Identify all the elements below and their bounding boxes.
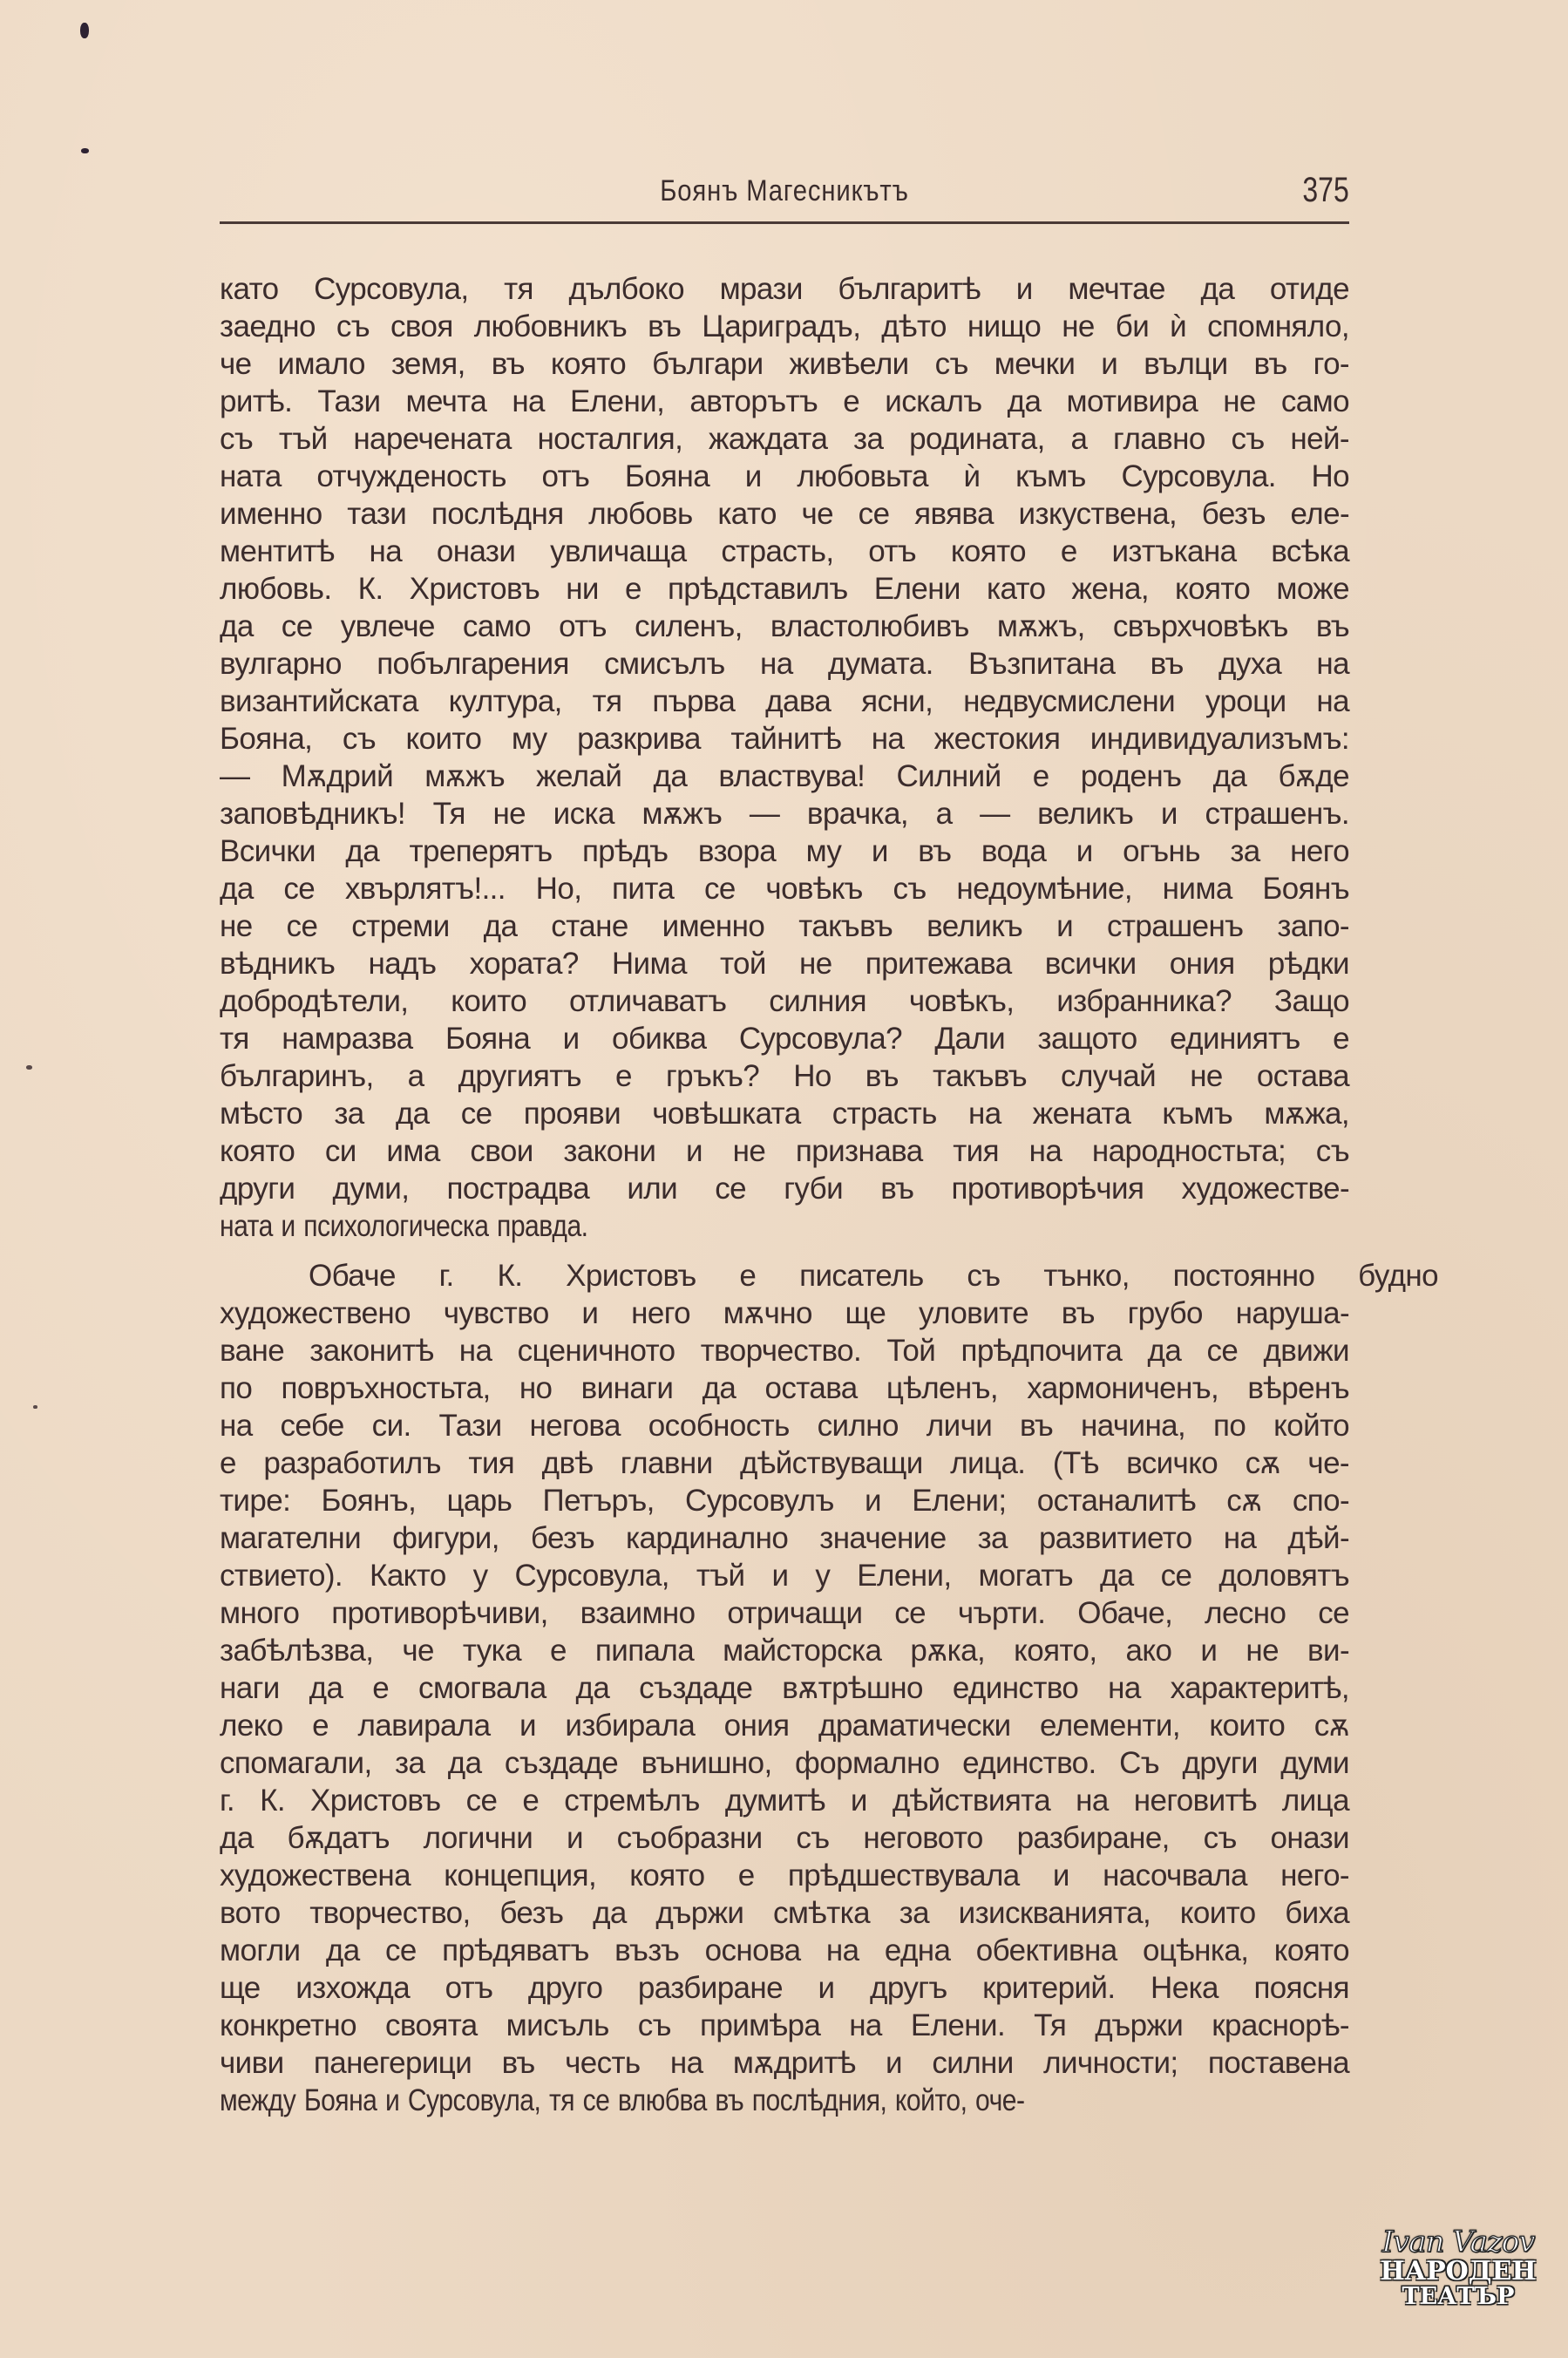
text-line: — Мѫдрий мѫжъ желай да властвува! Силний е роденъ да бѫде	[220, 759, 1349, 793]
text-line: вулгарно побългарения смисълъ на думата. Възпитана въ духа на	[220, 647, 1349, 681]
text-line: да се хвърлятъ!... Но, пита се човѣкъ съ недоумѣние, нима Боянъ	[220, 872, 1349, 906]
text-line: леко е лавирала и избирала ония драматически елементи, които сѫ	[220, 1709, 1349, 1743]
logo-line-2: ТЕАТЪР	[1402, 2283, 1515, 2310]
text-line: конкретно своята мисъль съ примѣра на Елени. Тя държи краснорѣ-	[220, 2008, 1349, 2042]
text-line: могли да се прѣдяватъ възъ основа на една обективна оцѣнка, която	[220, 1933, 1349, 1967]
text-line: добродѣтели, които отличаватъ силния човѣкъ, избранника? Защо	[220, 984, 1349, 1018]
text-line: именно тази послѣдня любовь като че се явява изкуствена, безъ еле-	[220, 497, 1349, 531]
logo-line-1: НАРОДЕН	[1380, 2256, 1537, 2287]
text-line: художествена концепция, която е прѣдшествувала и насочвала него-	[220, 1859, 1349, 1893]
text-line: мѣсто за да се прояви човѣшката страсть на жената къмъ мѫжа,	[220, 1097, 1349, 1131]
text-line: между Бояна и Сурсовула, тя се влюбва въ послѣдния, който, оче-	[220, 2083, 1025, 2117]
text-line: ритѣ. Тази мечта на Елени, авторътъ е искалъ да мотивира не само	[220, 384, 1349, 418]
text-line: Всички да треперятъ прѣдъ взора му и въ вода и огънь за него	[220, 834, 1349, 868]
text-line: е разработилъ тия двѣ главни дѣйствуващи лица. (Тѣ всичко сѫ че-	[220, 1446, 1349, 1480]
text-line: ната и психологическа правда.	[220, 1209, 588, 1243]
text-line: българинъ, а другиятъ е гръкъ? Но въ такъвъ случай не остава	[220, 1059, 1349, 1093]
text-line: чиви панегерици въ честь на мѫдритѣ и силни личности; поставена	[220, 2046, 1349, 2080]
text-line: художествено чувство и него мѫчно ще уловите въ грубо наруша-	[220, 1296, 1349, 1330]
paragraph-gap	[220, 1245, 1349, 1257]
text-line: любовь. К. Христовъ ни е прѣдставилъ Елени като жена, която може	[220, 572, 1349, 606]
paragraph	[220, 1257, 1438, 2119]
text-line: Бояна, съ които му разкрива тайнитѣ на жестокия индивидуализъмъ:	[220, 722, 1349, 756]
text-line: вото творчество, безъ да държи смѣтка за изискванията, които биха	[220, 1896, 1349, 1930]
text-line: забѣлѣзва, че тука е пипала майсторска рѫка, която, ако и не ви-	[220, 1634, 1349, 1668]
text-line: като Сурсовула, тя дълбоко мрази българитѣ и мечтае да отиде	[220, 272, 1349, 306]
header-rule	[220, 221, 1349, 224]
text-line: заповѣдникъ! Тя не иска мѫжъ — врачка, а — великъ и страшенъ.	[220, 797, 1349, 831]
text-line: която си има свои закони и не признава тия на народностьта; съ	[220, 1134, 1349, 1168]
watermark-logo	[1380, 2225, 1537, 2330]
page-number: 375	[1302, 171, 1349, 209]
text-line: да бѫдатъ логични и съобразни съ неговото разбиране, съ онази	[220, 1821, 1349, 1855]
text-line: ната отчужденость отъ Бояна и любовьта ѝ къмъ Сурсовула. Но	[220, 459, 1349, 493]
text-line: заедно съ своя любовникъ въ Цариградъ, дѣто нищо не би ѝ спомняло,	[220, 309, 1349, 343]
running-header	[220, 171, 1349, 223]
text-line: не се стреми да стане именно такъвъ великъ и страшенъ запо-	[220, 909, 1349, 943]
logo-signature: Ivan Vazov	[1381, 2225, 1535, 2259]
ink-spot	[81, 148, 89, 153]
ink-spot	[26, 1065, 32, 1070]
text-line: много противорѣчиви, взаимно отричащи се чърти. Обаче, лесно се	[220, 1596, 1349, 1630]
text-line: ване законитѣ на сценичното творчество. Той прѣдпочита да се движи	[220, 1334, 1349, 1368]
text-line: Обаче г. К. Христовъ е писатель съ тънко, постоянно будно	[309, 1259, 1438, 1293]
ink-spot	[33, 1405, 37, 1409]
text-line: византийската култура, тя първа дава ясни, недвусмислени уроци на	[220, 684, 1349, 718]
text-line: тире: Боянъ, царь Петъръ, Сурсовулъ и Елени; останалитѣ сѫ спо-	[220, 1484, 1349, 1518]
text-line: ствието). Както у Сурсовула, тъй и у Елени, могатъ да се доловятъ	[220, 1559, 1349, 1593]
text-line: съ тъй наречената носталгия, жаждата за родината, а главно съ ней-	[220, 422, 1349, 456]
text-line: че имало земя, въ която българи живѣели съ мечки и вълци въ го-	[220, 347, 1349, 381]
text-line: да се увлече само отъ силенъ, властолюбивъ мѫжъ, свърхчовѣкъ въ	[220, 609, 1349, 643]
text-line: г. К. Христовъ се е стремѣлъ думитѣ и дѣйствията на неговитѣ лица	[220, 1784, 1349, 1818]
ink-spot	[80, 23, 89, 38]
paragraph	[220, 270, 1349, 1245]
text-line: ще изхожда отъ друго разбиране и другъ критерий. Нека поясня	[220, 1971, 1349, 2005]
text-line: на себе си. Тази негова особность силно личи въ начина, по който	[220, 1409, 1349, 1443]
text-line: наги да е смогвала да създаде вѫтрѣшно единство на характеритѣ,	[220, 1671, 1349, 1705]
text-line: ментитѣ на онази увличаща страсть, отъ която е изтъкана всѣка	[220, 534, 1349, 568]
running-title: Боянъ Магесникътъ	[660, 174, 909, 207]
text-line: вѣдникъ надъ хората? Нима той не притежава всички ония рѣдки	[220, 947, 1349, 981]
text-line: по повръхностьта, но винаги да остава цѣленъ, хармониченъ, вѣренъ	[220, 1371, 1349, 1405]
text-line: тя намразва Бояна и обиква Сурсовула? Дали защото единиятъ е	[220, 1022, 1349, 1056]
text-line: магателни фигури, безъ кардинално значение за развитието на дѣй-	[220, 1521, 1349, 1555]
text-line: спомагали, за да създаде вънишно, формално единство. Съ други думи	[220, 1746, 1349, 1780]
body-text	[220, 270, 1438, 2119]
text-line: други думи, пострадва или се губи въ противорѣчия художестве-	[220, 1172, 1349, 1206]
